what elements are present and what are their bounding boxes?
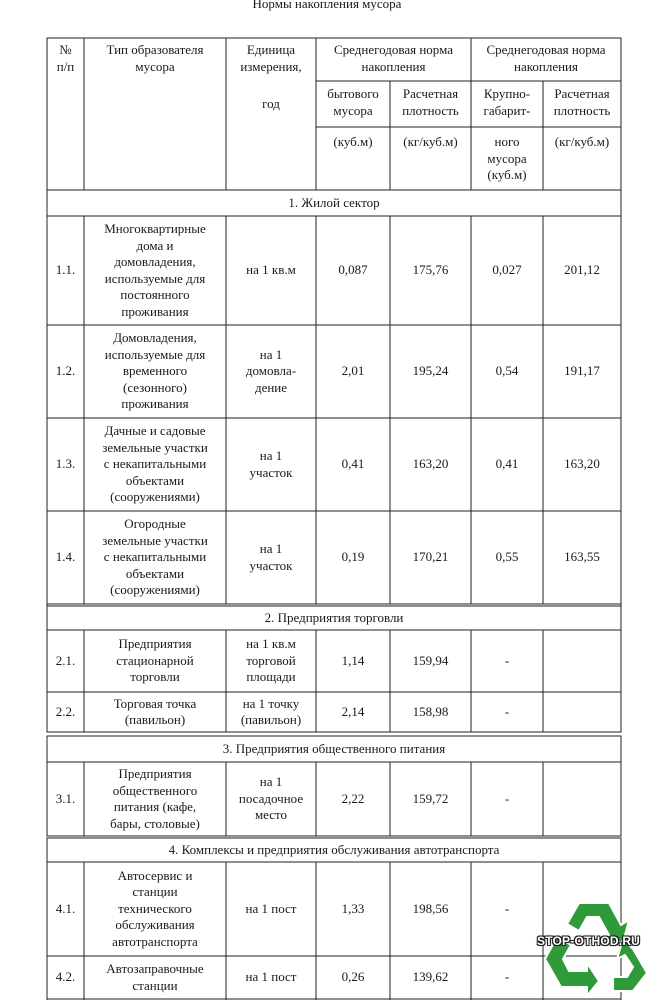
row-unit: на 1 пост [245,969,297,985]
row-number: 3.1. [55,790,76,806]
row-unit: на 1 домовла- дение [245,346,297,395]
header-norm-bulky: Среднегодовая норма накопления [486,42,606,74]
section-title-residential: 1. Жилой сектор [288,194,380,210]
row-number: 1.4. [55,549,76,565]
row-household: 2,22 [341,790,365,806]
row-household: 0,26 [341,969,365,985]
row-density-1: 159,94 [412,652,449,668]
header-bulky-waste: Крупно- габарит- [483,86,531,118]
row-type: Огородные земельные участки с некапитальными объектами (сооружениями) [102,516,208,598]
row-number: 1.1. [55,262,76,278]
section-title-trade: 2. Предприятия торговли [264,609,404,625]
row-number: 4.1. [55,900,76,916]
row-bulky: 0,41 [495,456,519,472]
row-type: Дачные и садовые земельные участки с некапитальными объектами (сооружениями) [102,423,208,505]
header-type: Тип образователя мусора [106,42,204,74]
row-number: 2.1. [55,652,76,668]
header-density-2: Расчетная плотность [553,86,611,118]
row-type: Автосервис и станции технического обслуживания автотранспорта [112,867,198,949]
row-density-2 [543,762,621,836]
row-unit: на 1 участок [249,541,293,573]
header-unit-kgm3-2: (кг/куб.м) [554,134,610,149]
row-bulky: 0,55 [495,549,519,565]
row-density-2 [543,692,621,732]
row-number: 4.2. [55,969,76,985]
row-density-1: 158,98 [412,703,449,719]
row-bulky: 0,54 [495,363,519,379]
row-household: 1,33 [341,900,365,916]
header-unit: Единица измерения, [240,42,302,74]
row-unit: на 1 посадочное место [238,774,304,823]
section-title-catering: 3. Предприятия общественного питания [222,740,446,756]
header-unit-m3: (куб.м) [333,134,373,149]
row-number: 2.2. [55,703,76,719]
header-density-1: Расчетная плотность [402,86,459,118]
header-unit-year: год [262,95,280,111]
row-type: Домовладения, используемые для временного (сезонного) проживания [104,330,206,412]
section-title-auto: 4. Комплексы и предприятия обслуживания автотранспорта [168,841,500,857]
row-household: 2,01 [341,363,365,379]
row-household: 2,14 [341,703,365,719]
row-bulky: - [504,900,510,916]
row-bulky: 0,027 [492,262,522,278]
row-unit: на 1 точку (павильон) [240,695,302,727]
row-density-1: 139,62 [412,969,449,985]
row-density-2 [543,630,621,692]
row-number: 1.3. [55,456,76,472]
header-unit-kgm3-1: (кг/куб.м) [403,134,458,149]
header-household-waste: бытового мусора [327,86,379,118]
header-number: № п/п [56,42,75,74]
row-density-1: 175,76 [412,262,449,278]
row-density-1: 198,56 [412,900,449,916]
row-household: 0,19 [341,549,365,565]
row-density-2: 201,12 [564,262,600,278]
row-unit: на 1 кв.м [246,262,296,278]
row-household: 0,41 [341,456,365,472]
row-density-2: 163,20 [564,456,600,472]
row-unit: на 1 пост [245,900,297,916]
row-bulky: - [504,652,510,668]
row-type: Автозаправочные станции [106,961,204,993]
row-bulky: - [504,790,510,806]
row-density-2: 191,17 [564,363,600,379]
row-number: 1.2. [55,363,76,379]
row-household: 1,14 [341,652,365,668]
row-density-1: 170,21 [412,549,449,565]
row-density-1: 195,24 [412,363,449,379]
row-type: Многоквартирные дома и домовладения, используемые для постоянного проживания [104,221,206,319]
page-title: Нормы накопления мусора [252,0,402,11]
row-unit: на 1 участок [249,448,293,480]
row-household: 0,087 [338,262,368,278]
row-bulky: - [504,703,510,719]
row-unit: на 1 кв.м торговой площади [246,636,296,685]
row-density-1: 159,72 [412,790,449,806]
logo-text: STOP-OTHOD.RU [537,934,641,948]
header-norm-household: Среднегодовая норма накопления [334,42,453,74]
row-type: Предприятия общественного питания (кафе, бары, столовые) [110,766,200,831]
header-bulky-unit: ного мусора (куб.м) [487,134,527,182]
row-density-2: 163,55 [564,549,600,565]
row-type: Предприятия стационарной торговли [116,636,194,685]
row-density-1: 163,20 [412,456,449,472]
row-type: Торговая точка (павильон) [113,695,197,727]
row-bulky: - [504,969,510,985]
